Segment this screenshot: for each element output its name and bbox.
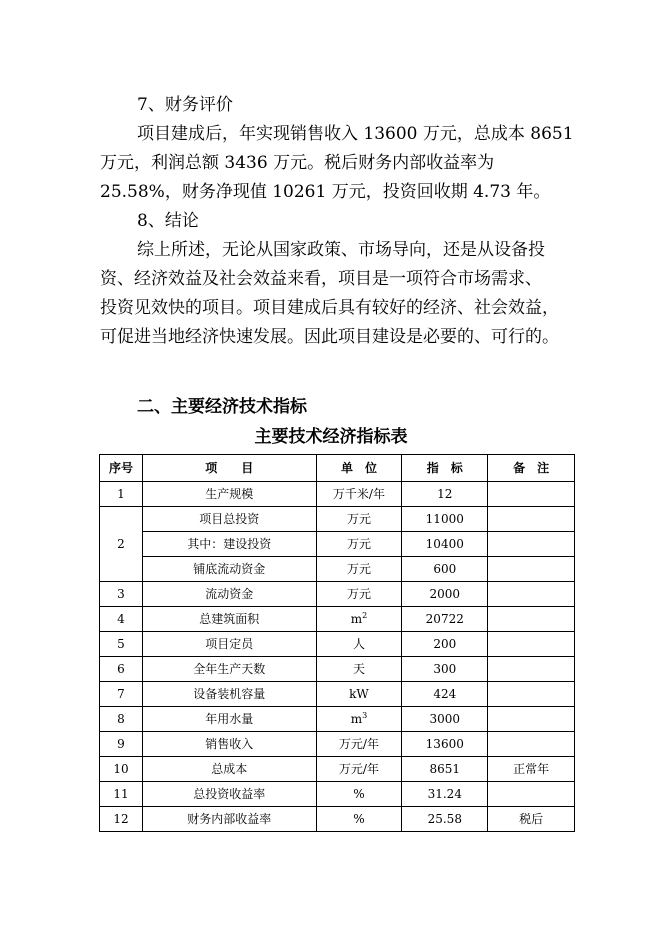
table-row (100, 657, 575, 682)
cell-unit (316, 707, 402, 732)
table-row (100, 482, 575, 507)
table-row (100, 807, 575, 832)
cell-value: 13600 (402, 732, 488, 757)
cell-note (488, 657, 575, 682)
cell-item: 总建筑面积 (142, 607, 316, 632)
table-row (100, 732, 575, 757)
cell-note: 正常年 (488, 757, 575, 782)
cell-item: 总投资收益率 (142, 782, 316, 807)
cell-note (488, 582, 575, 607)
cell-no: 10 (100, 757, 143, 782)
table-row (100, 682, 575, 707)
cell-item: 总成本 (142, 757, 316, 782)
section-8-heading: 8、结论 (137, 211, 199, 231)
cell-item: 财务内部收益率 (142, 807, 316, 832)
cell-item: 项目定员 (142, 632, 316, 657)
cell-unit: 万元 (316, 557, 402, 582)
cell-value: 20722 (402, 607, 488, 632)
cell-unit (316, 607, 402, 632)
cell-note (488, 507, 575, 532)
cell-no: 4 (100, 607, 143, 632)
cell-unit: % (316, 782, 402, 807)
table-row (100, 507, 575, 532)
cell-unit: 万元/年 (316, 757, 402, 782)
unit-text: m (350, 712, 363, 726)
cell-item: 铺底流动资金 (142, 557, 316, 582)
cell-unit: 万元/年 (316, 732, 402, 757)
unit-superscript: 3 (362, 711, 368, 720)
table-row (100, 557, 575, 582)
cell-no: 3 (100, 582, 143, 607)
part-2-heading: 二、主要经济技术指标 (137, 397, 307, 417)
cell-value: 8651 (402, 757, 488, 782)
cell-no: 2 (100, 507, 143, 582)
section-7-line-3: 25.58%，财务净现值 10261 万元，投资回收期 4.73 年。 (100, 182, 551, 202)
indicators-table (99, 454, 575, 832)
cell-note (488, 557, 575, 582)
header-item: 项 目 (142, 455, 316, 482)
table-row (100, 607, 575, 632)
header-unit: 单 位 (316, 455, 402, 482)
cell-value: 12 (402, 482, 488, 507)
cell-unit: kW (316, 682, 402, 707)
cell-value: 10400 (402, 532, 488, 557)
cell-unit: 万千米/年 (316, 482, 402, 507)
cell-note (488, 707, 575, 732)
unit-superscript: 2 (362, 611, 368, 620)
header-note: 备 注 (488, 455, 575, 482)
section-8-line-4: 可促进当地经济快速发展。因此项目建设是必要的、可行的。 (100, 327, 559, 347)
table-row (100, 632, 575, 657)
cell-unit: 天 (316, 657, 402, 682)
cell-item: 全年生产天数 (142, 657, 316, 682)
cell-value: 300 (402, 657, 488, 682)
cell-no: 8 (100, 707, 143, 732)
cell-item: 项目总投资 (142, 507, 316, 532)
table-row (100, 782, 575, 807)
section-7-heading: 7、财务评价 (137, 95, 233, 115)
section-8-line-3: 投资见效快的项目。项目建成后具有较好的经济、社会效益， (100, 298, 559, 318)
cell-value: 11000 (402, 507, 488, 532)
header-value: 指 标 (402, 455, 488, 482)
unit-text: m (350, 612, 363, 626)
cell-unit: % (316, 807, 402, 832)
cell-item: 年用水量 (142, 707, 316, 732)
table-row (100, 582, 575, 607)
cell-value: 2000 (402, 582, 488, 607)
cell-no: 6 (100, 657, 143, 682)
cell-note: 税后 (488, 807, 575, 832)
table-title: 主要技术经济指标表 (254, 427, 408, 447)
cell-no: 12 (100, 807, 143, 832)
cell-note (488, 482, 575, 507)
section-7-line-1: 项目建成后，年实现销售收入 13600 万元，总成本 8651 (137, 124, 574, 144)
table-row (100, 532, 575, 557)
cell-value: 3000 (402, 707, 488, 732)
table-row (100, 757, 575, 782)
cell-note (488, 632, 575, 657)
cell-unit: 万元 (316, 532, 402, 557)
cell-item: 其中：建设投资 (142, 532, 316, 557)
cell-value: 200 (402, 632, 488, 657)
cell-no: 7 (100, 682, 143, 707)
cell-unit: 万元 (316, 582, 402, 607)
cell-item: 销售收入 (142, 732, 316, 757)
table-header-row (100, 455, 575, 482)
cell-no: 5 (100, 632, 143, 657)
cell-note (488, 532, 575, 557)
cell-no: 9 (100, 732, 143, 757)
section-7-line-2: 万元，利润总额 3436 万元。税后财务内部收益率为 (100, 153, 495, 173)
cell-note (488, 682, 575, 707)
cell-note (488, 782, 575, 807)
cell-note (488, 732, 575, 757)
cell-value: 600 (402, 557, 488, 582)
cell-no: 11 (100, 782, 143, 807)
table-row (100, 707, 575, 732)
cell-value: 31.24 (402, 782, 488, 807)
cell-value: 25.58 (402, 807, 488, 832)
cell-note (488, 607, 575, 632)
section-8-line-1: 综上所述，无论从国家政策、市场导向，还是从设备投 (137, 240, 545, 260)
cell-value: 424 (402, 682, 488, 707)
cell-no: 1 (100, 482, 143, 507)
cell-item: 设备装机容量 (142, 682, 316, 707)
section-8-line-2: 资、经济效益及社会效益来看，项目是一项符合市场需求、 (100, 269, 542, 289)
cell-item: 生产规模 (142, 482, 316, 507)
header-no: 序号 (100, 455, 143, 482)
cell-item: 流动资金 (142, 582, 316, 607)
cell-unit: 万元 (316, 507, 402, 532)
cell-unit: 人 (316, 632, 402, 657)
